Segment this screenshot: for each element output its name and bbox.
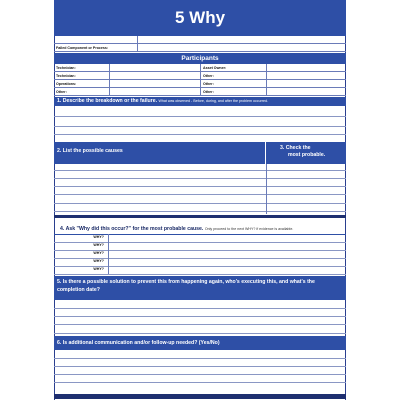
writing-line <box>54 366 346 367</box>
writing-line <box>54 382 346 383</box>
section5-title-line2: completion date? <box>57 286 100 293</box>
why-label: WHY? <box>93 259 104 263</box>
why-label: WHY? <box>93 235 104 239</box>
section-divider-bar <box>54 215 346 218</box>
writing-line <box>54 358 346 359</box>
participant-right-label: Other: <box>203 90 214 94</box>
section3-title-line1: 3. Check the <box>280 145 311 151</box>
participant-left-label: Technician: <box>56 66 76 70</box>
writing-line <box>54 134 346 135</box>
section5-heading <box>54 276 346 300</box>
writing-line <box>54 316 346 317</box>
why-label: WHY? <box>93 251 104 255</box>
section4-note: Only proceed to the next WHY? if evidence is available. <box>204 227 294 231</box>
participants-heading: Participants <box>54 53 346 64</box>
writing-line <box>54 170 346 171</box>
section3-heading <box>266 142 346 164</box>
writing-line <box>54 116 346 117</box>
participants-divider <box>109 64 110 96</box>
date-row <box>54 44 346 52</box>
section3-title-line2: most probable. <box>288 152 326 158</box>
writing-line <box>54 194 346 195</box>
section1-heading <box>54 97 346 106</box>
participant-left-label: Technician: <box>56 74 76 78</box>
failed-component-row <box>54 36 346 50</box>
section4-title: 4. Ask "Why did this occur?" for the most probable cause. <box>60 226 204 232</box>
writing-line <box>54 203 346 204</box>
section6-title: 6. Is additional communication and/or follow-up needed? (Yes/No) <box>57 340 220 346</box>
check-column-divider <box>266 164 267 214</box>
writing-line <box>54 126 346 127</box>
section1-note: What was observed - Before, during, and after the problem occurred. <box>158 99 268 103</box>
section4-heading <box>54 225 346 234</box>
writing-line <box>54 308 346 309</box>
why-label: WHY? <box>93 267 104 271</box>
section1-title: 1. Describe the breakdown or the failure. <box>57 98 158 104</box>
writing-line <box>54 274 346 275</box>
form-title: 5 Why <box>54 0 346 36</box>
participants-divider <box>200 64 201 96</box>
writing-line <box>54 333 346 334</box>
participant-left-label: Operations: <box>56 82 77 86</box>
writing-line <box>54 186 346 187</box>
bottom-bar <box>54 394 346 399</box>
participant-right-label: Other: <box>203 82 214 86</box>
why-divider <box>108 234 109 274</box>
participant-right-label: Asset Owner: <box>203 66 227 70</box>
writing-line <box>54 324 346 325</box>
section2-title: 2. List the possible causes <box>57 148 123 154</box>
section2-heading <box>54 142 265 164</box>
writing-line <box>54 211 346 212</box>
writing-line <box>54 178 346 179</box>
why-label: WHY? <box>93 243 104 247</box>
header-divider <box>137 36 138 52</box>
section5-title-line1: 5. Is there a possible solution to prevent this from happening again, who's executing this, and what's the <box>57 279 315 285</box>
section6-heading <box>54 336 346 350</box>
participants-divider <box>266 64 267 96</box>
participant-right-label: Other: <box>203 74 214 78</box>
writing-line <box>54 374 346 375</box>
failed-component-label: Failed Component or Process: <box>56 46 109 50</box>
participant-left-label: Other: <box>56 90 67 94</box>
